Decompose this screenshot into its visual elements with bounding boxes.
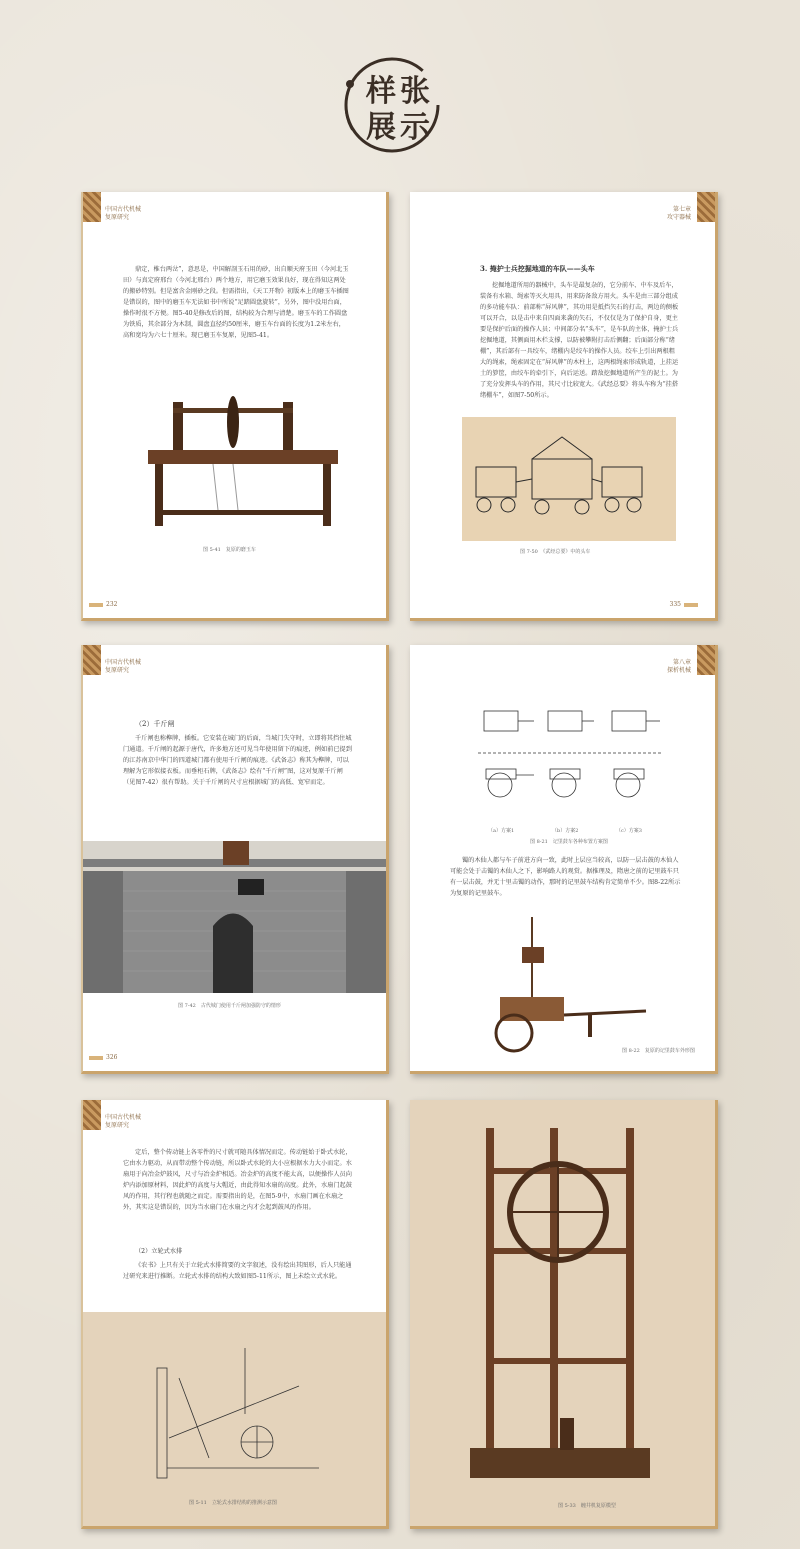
page-number-text: 232 [106,601,118,608]
running-head-line: 中国古代机械 [105,206,142,213]
odometer-cart-layout-diagram [478,703,662,823]
running-head-line: 复原研究 [105,1122,130,1130]
header-title-line2: 展示 [366,110,434,145]
well-drilling-machine-model-photo [460,1128,660,1498]
jade-grinding-machine-photo [143,392,343,532]
running-head-line: 中国古代机械 [105,659,142,666]
odometer-cart-model-photo [474,907,654,1057]
section-subheading: 3. 掩护士兵挖掘地道的车队——头车 [480,264,595,273]
header-title-line1: 样张 [366,74,434,109]
sample-page-2 [410,192,718,621]
running-head-line: 探析机械 [666,667,691,675]
diagram-sub-caption: （b）方案2 [552,828,579,834]
figure-caption: 图 5-33 缠井机复原模型 [558,1503,616,1509]
corner-ornament-icon [83,192,101,222]
corner-ornament-icon [697,192,715,222]
running-head-line: 复原研究 [105,214,130,222]
diagram-sub-caption: （a）方案1 [488,828,515,834]
body-text: 挖掘地道所用的器械中，头车是最复杂的，它分前车、中车及后车，装备有水箱、绳索等灭火用具，用来防备敌方用火。头车是由三部分组成的多功能车队：前部称“屏风牌”，其功用是抵挡矢石的打击，两边的侧板可以开合，以是击中来自四面来袭的矢石，不仅仅是为了保护自身，更主要是保护后面的操作人员；中间部分名“头车”，是车队的主体，掩护士兵挖掘地道，其侧面用木栏支撑，以防被攀附打击后侧翻；后面部分称“绪棚”，其后部有一具绞车，绪棚内是绞车的操作人员。绞车上引出两根粗大的绳索，绳索固定在“屏风牌”的木柱上，这两根绳索形成轨道，上挂运土的箩筐，由绞车的牵引下，向后运送。踏敌挖掘地道所产生的泥土。为了充分发挥头车的作用，其尺寸比较宽大。《武经总要》将头车称为“挂搭绪棚车”，如图7-50所示。 [480,282,679,399]
running-head-line: 第八章 [672,659,691,666]
body-text: 定后，整个传动链上各零件的尺寸就可随具体情况而定。传动链始于卧式水轮，它由水力驱动，从而带动整个传动链，所以卧式水轮的大小应根据水力大小而定。水扇用于向冶金炉鼓风，尺寸与冶金炉相适。冶金炉的高度不能太高，以便操作人员向炉内添加原材料，因此炉的高度与大帽近，由此得知水扇的高度。此外，水扇门起鼓风的作用，其行程也就随之而定。需要指出的是，在图5-9中，水扇门画在水扇之外，其实这是错误的，因为当水扇门在水扇之内才会起到鼓风的作用。 [123,1149,352,1211]
sample-page-6 [410,1100,718,1529]
body-text: 《农书》上只有关于立轮式水排简要的文字叙述，没有绘出其图形，后人只能通过研究来进行推断。立轮式水排的结构大致如图5-11所示，图上未绘立式水轮。 [123,1262,352,1280]
sample-page-3 [81,645,389,1074]
sample-page-5 [81,1100,389,1529]
figure-caption: 图 8-22 复原的记里鼓车外形图 [622,1048,695,1054]
running-head [105,1114,141,1131]
sample-page-4 [410,645,718,1074]
figure-caption: 图 7-42 古代城门使用千斤闸加强防守的情形 [178,1003,281,1009]
body-text: 鼎定，椎台两岔”，意思是，中国解剖玉石用的砂，出自顺天府玉田（今河北玉田）与真定府邢台（今河北邢台）两个地方，用它磨玉效果良好，现在得知这两处的搬砂特别。但是富含金刚砂之段。但需指出，《天工开物》初版本上的磨玉车插图是错误的，图中的磨玉车无法如书中所说“足踏圆盘旋转”，另外，图中没用台面，操作时很不方便。图5-40是修改后的图，结构较为合理与清楚。磨玉车的工作圆盘为铁质，其余部分为木制，圆盘直径约50厘米，磨玉车台面的长度为1.2米左右，高和宽均为六七十厘米。现已磨玉车复原，见图5-41。 [123,266,349,339]
corner-ornament-icon [697,645,715,675]
running-head-line: 第七章 [672,206,691,213]
body-text: 镯的木仙人都与车子前进方向一致，此时上层应当较高，以防一层击鼓的木仙人可能会处于击镯的木仙人之下，影响路人的观赏。据推理及，隋唐之前的记里鼓车只有一层击鼓，并无十里击镯的动作，那时的记里鼓车结构肯定简单不少。图8-22所示为复原的记里鼓车。 [450,857,681,897]
section-subheading: （2）千斤闸 [135,720,175,728]
page-number [89,1054,117,1061]
figure-caption: 图 8-21 记里鼓车各种布置方案图 [530,839,608,845]
running-head-line: 攻守器械 [666,214,691,222]
running-head-line: 中国古代机械 [105,1114,142,1121]
page-number-text: 326 [106,1054,118,1061]
section-subheading: （2）立轮式水排 [135,1248,183,1255]
vertical-water-bellows-diagram [149,1338,329,1488]
page-number-text: 335 [669,601,681,608]
running-head [105,659,141,676]
running-head [667,659,691,676]
corner-ornament-icon [83,645,101,675]
figure-caption: 图 5-41 复原的磨玉车 [203,547,256,553]
sample-page-1 [81,192,389,621]
running-head [667,206,691,223]
diagram-sub-caption: （c）方案3 [616,828,642,834]
section-header [330,50,480,160]
page-number [670,601,701,608]
running-head [105,206,141,223]
figure-caption: 图 7-50 《武经总要》中的头车 [520,549,591,555]
figure-caption: 图 5-11 立轮式水排结构的推测示意图 [189,1500,277,1506]
city-gate-model-photo [83,841,386,993]
head-cart-woodblock-illustration [462,417,676,541]
corner-ornament-icon [83,1100,101,1130]
body-text: 千斤闸也称榫牌，插板。它安装在城门的后面，当城门失守时，立即将其挡住城门通道。千斤闸的起源于唐代，许多地方还可见当年使用留下的痕迹，例如前已提到的江苏南京中华门的四道城门都有使用千斤闸的痕迹。《武备志》称其为榫牌，可以理解为它形似接衣板。而垂柜石牌，《武备志》绘有“千斤闸”图，这对复原千斤闸（见图7-42）很有帮助。关于千斤闸的尺寸应根据城门的高低、宽窄而定。 [123,735,352,786]
running-head-line: 复原研究 [105,667,130,675]
page-number [89,601,117,608]
